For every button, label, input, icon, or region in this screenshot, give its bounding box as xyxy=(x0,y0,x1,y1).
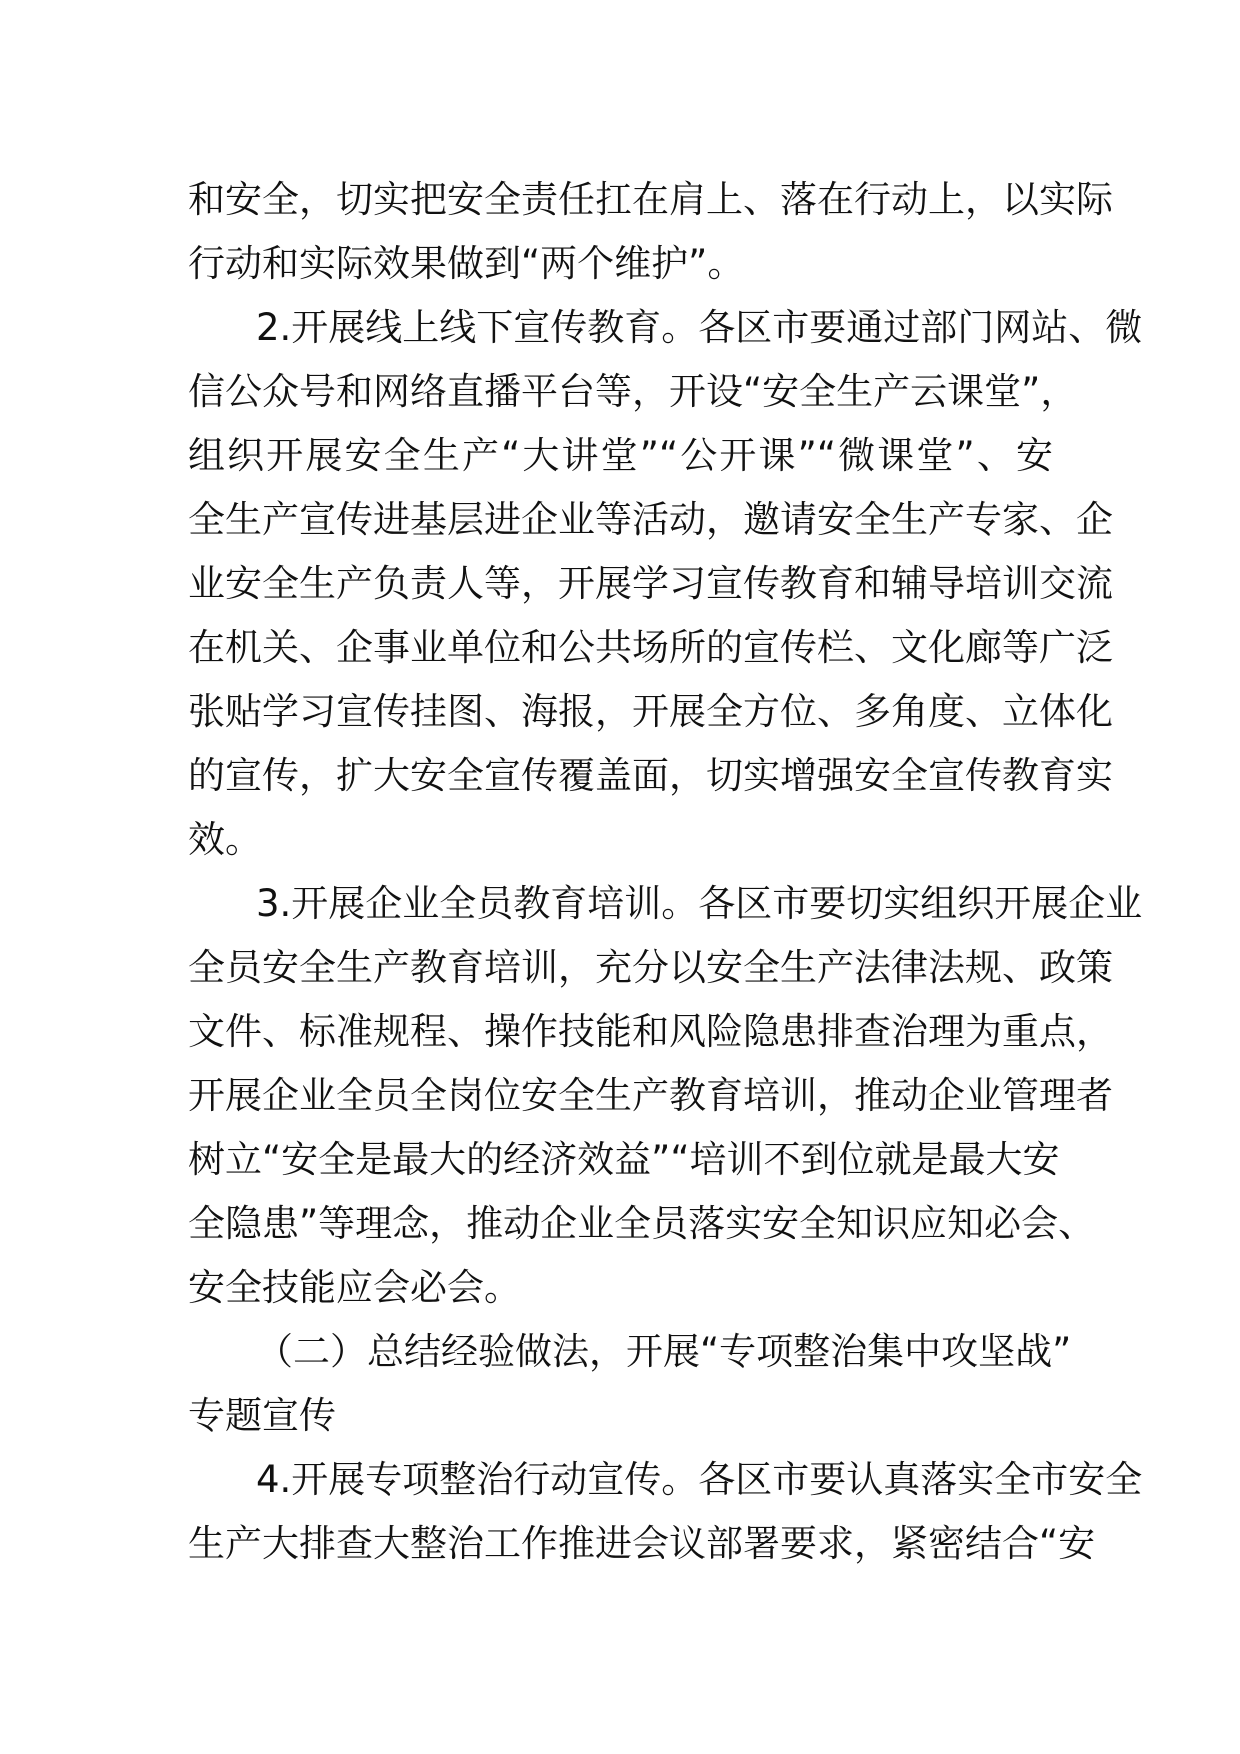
text-line-14: 文件、标准规程、操作技能和风险隐患排查治理为重点， xyxy=(188,1010,1113,1053)
text-line-10: 的宣传，扩大安全宣传覆盖面，切实增强安全宣传教育实 xyxy=(188,754,1113,797)
text-line-4: 信公众号和网络直播平台等，开设“安全生产云课堂”， xyxy=(188,370,1078,413)
text-line-5: 组织开展安全生产“大讲堂”“公开课”“微课堂”、安 xyxy=(188,434,1053,477)
paragraph-2-first-line: 2.开展线上线下宣传教育。各区市要通过部门网站、微 xyxy=(256,306,1143,349)
paragraph-3-first-line: 3.开展企业全员教育培训。各区市要切实组织开展企业 xyxy=(256,882,1143,925)
text-line-18: 安全技能应会必会。 xyxy=(188,1266,521,1309)
text-line-2: 行动和实际效果做到“两个维护”。 xyxy=(188,242,745,285)
text-line-8: 在机关、企事业单位和公共场所的宣传栏、文化廊等广泛 xyxy=(188,626,1113,669)
text-line-17: 全隐患”等理念，推动企业全员落实安全知识应知必会、 xyxy=(188,1202,1096,1245)
text-line-9: 张贴学习宣传挂图、海报，开展全方位、多角度、立体化 xyxy=(188,690,1113,733)
text-line-15: 开展企业全员全岗位安全生产教育培训，推动企业管理者 xyxy=(188,1074,1113,1117)
text-line-7: 业安全生产负责人等，开展学习宣传教育和辅导培训交流 xyxy=(188,562,1113,605)
text-line-16: 树立“安全是最大的经济效益”“培训不到位就是最大安 xyxy=(188,1138,1060,1181)
text-line-1: 和安全，切实把安全责任扛在肩上、落在行动上，以实际 xyxy=(188,178,1113,221)
text-line-6: 全生产宣传进基层进企业等活动，邀请安全生产专家、企 xyxy=(188,498,1113,541)
text-line-13: 全员安全生产教育培训，充分以安全生产法律法规、政策 xyxy=(188,946,1113,989)
section-heading: （二）总结经验做法，开展“专项整治集中攻坚战” xyxy=(256,1330,1072,1373)
text-line-11: 效。 xyxy=(188,818,262,861)
paragraph-4-first-line: 4.开展专项整治行动宣传。各区市要认真落实全市安全 xyxy=(256,1458,1143,1501)
section-heading-continued: 专题宣传 xyxy=(188,1394,336,1437)
text-line-22: 生产大排查大整治工作推进会议部署要求，紧密结合“安 xyxy=(188,1522,1096,1565)
